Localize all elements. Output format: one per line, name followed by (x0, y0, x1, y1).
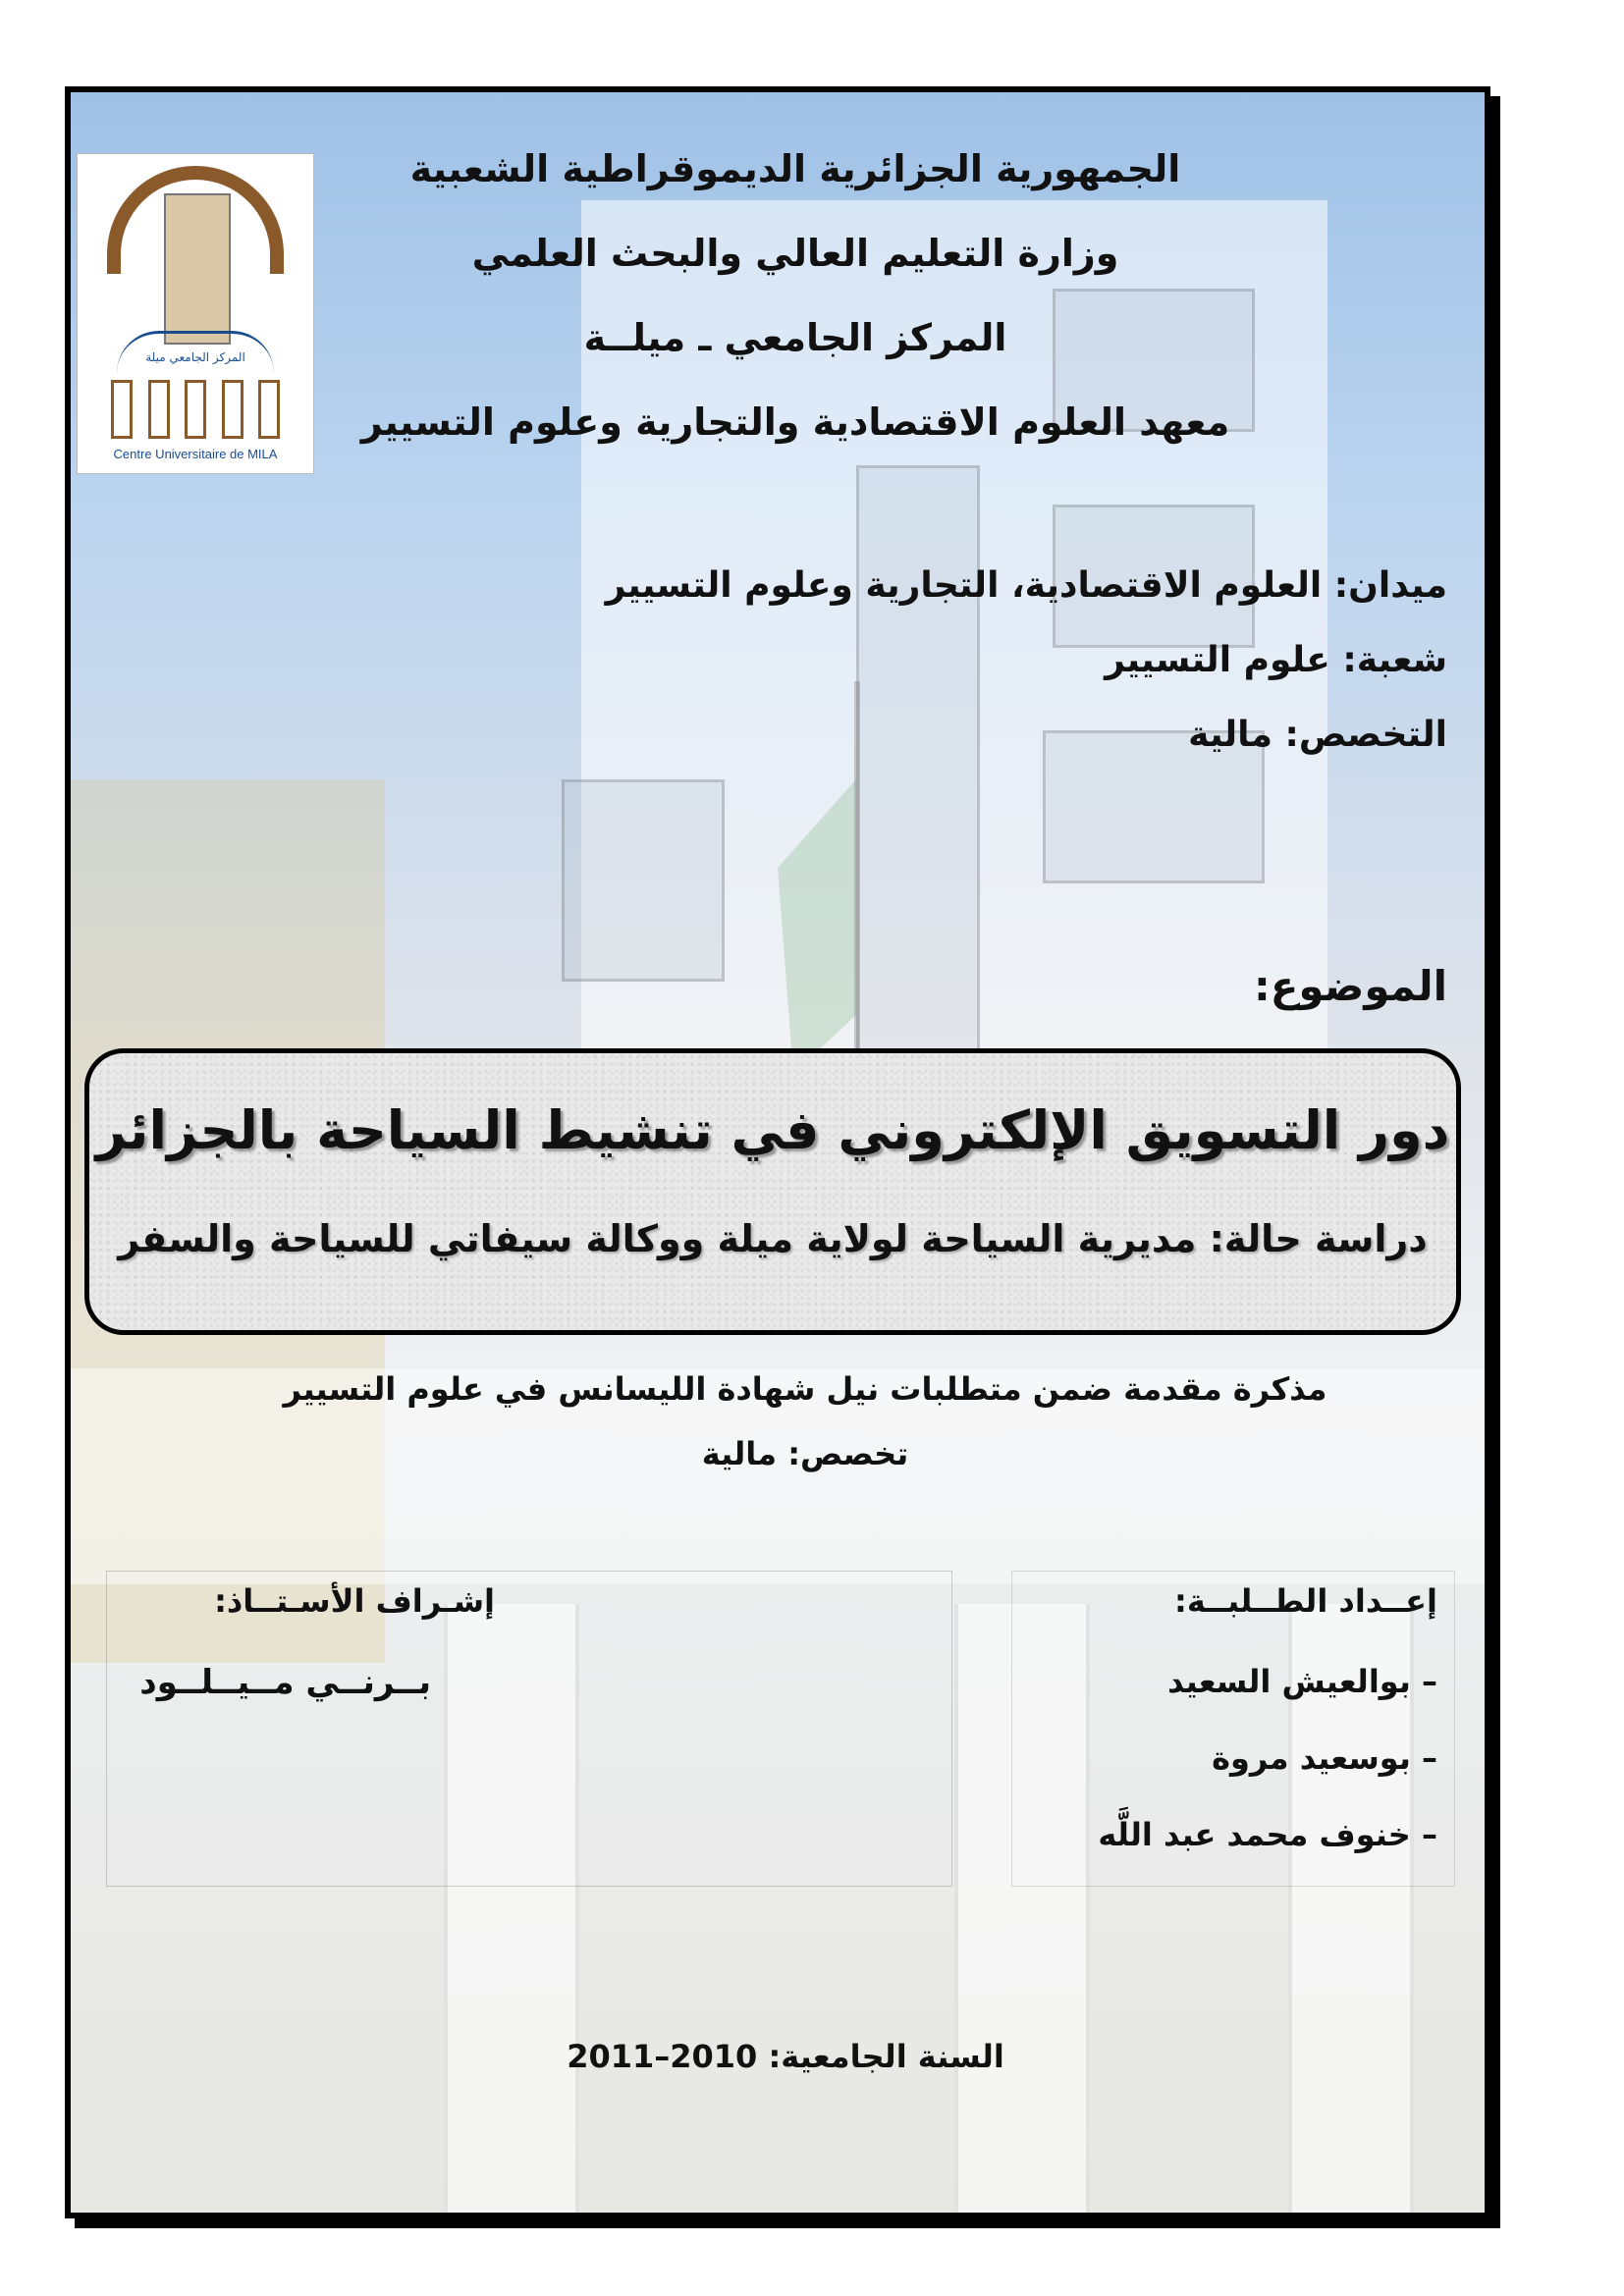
field-domain: ميدان: العلوم الاقتصادية، التجارية وعلوم التسيير (605, 565, 1447, 606)
academic-year: السنة الجامعية: 2010–2011 (567, 2038, 1004, 2075)
students-label: إعــداد الطــلبــة: (1174, 1582, 1437, 1620)
institute-name: معهد العلوم الاقتصادية والتجارية وعلوم التسيير (360, 400, 1230, 444)
supervisor-name: بــرنــي مــيــلــود (139, 1663, 431, 1702)
logo-columns-icon (111, 380, 280, 439)
background-window (562, 779, 725, 982)
logo-arabic-text: المركز الجامعي ميلة (145, 350, 245, 364)
student-name: – بوسعيد مروة (1212, 1739, 1437, 1777)
case-study: دراسة حالة: مديرية السياحة لولاية ميلة ووكالة سيفاتي للسياحة والسفر (118, 1217, 1428, 1260)
title-box (84, 1048, 1461, 1335)
subject-label: الموضوع: (1253, 962, 1447, 1010)
memo-line: مذكرة مقدمة ضمن متطلبات نيل شهادة الليسانس في علوم التسيير (283, 1370, 1327, 1408)
memo-specialty: تخصص: مالية (701, 1435, 909, 1472)
university-logo (77, 153, 314, 474)
republic-name: الجمهورية الجزائرية الديموقراطية الشعبية (409, 147, 1181, 190)
ministry-name: وزارة التعليم العالي والبحث العلمي (471, 232, 1119, 275)
logo-tower-icon (164, 193, 231, 345)
background-window (856, 465, 980, 1080)
university-center-name: المركز الجامعي ـ ميلــة (583, 316, 1007, 359)
field-branch: شعبة: علوم التسيير (1105, 640, 1447, 680)
field-specialty: التخصص: مالية (1188, 715, 1447, 755)
thesis-title: دور التسويق الإلكتروني في تنشيط السياحة بالجزائر (95, 1099, 1450, 1161)
logo-latin-text: Centre Universitaire de MILA (113, 447, 278, 461)
student-name: – بوالعيش السعيد (1167, 1663, 1437, 1700)
supervisor-label: إشـراف الأسـتــاذ: (214, 1582, 495, 1620)
student-name: – خنوف محمد عبد اللَّه (1098, 1816, 1437, 1853)
